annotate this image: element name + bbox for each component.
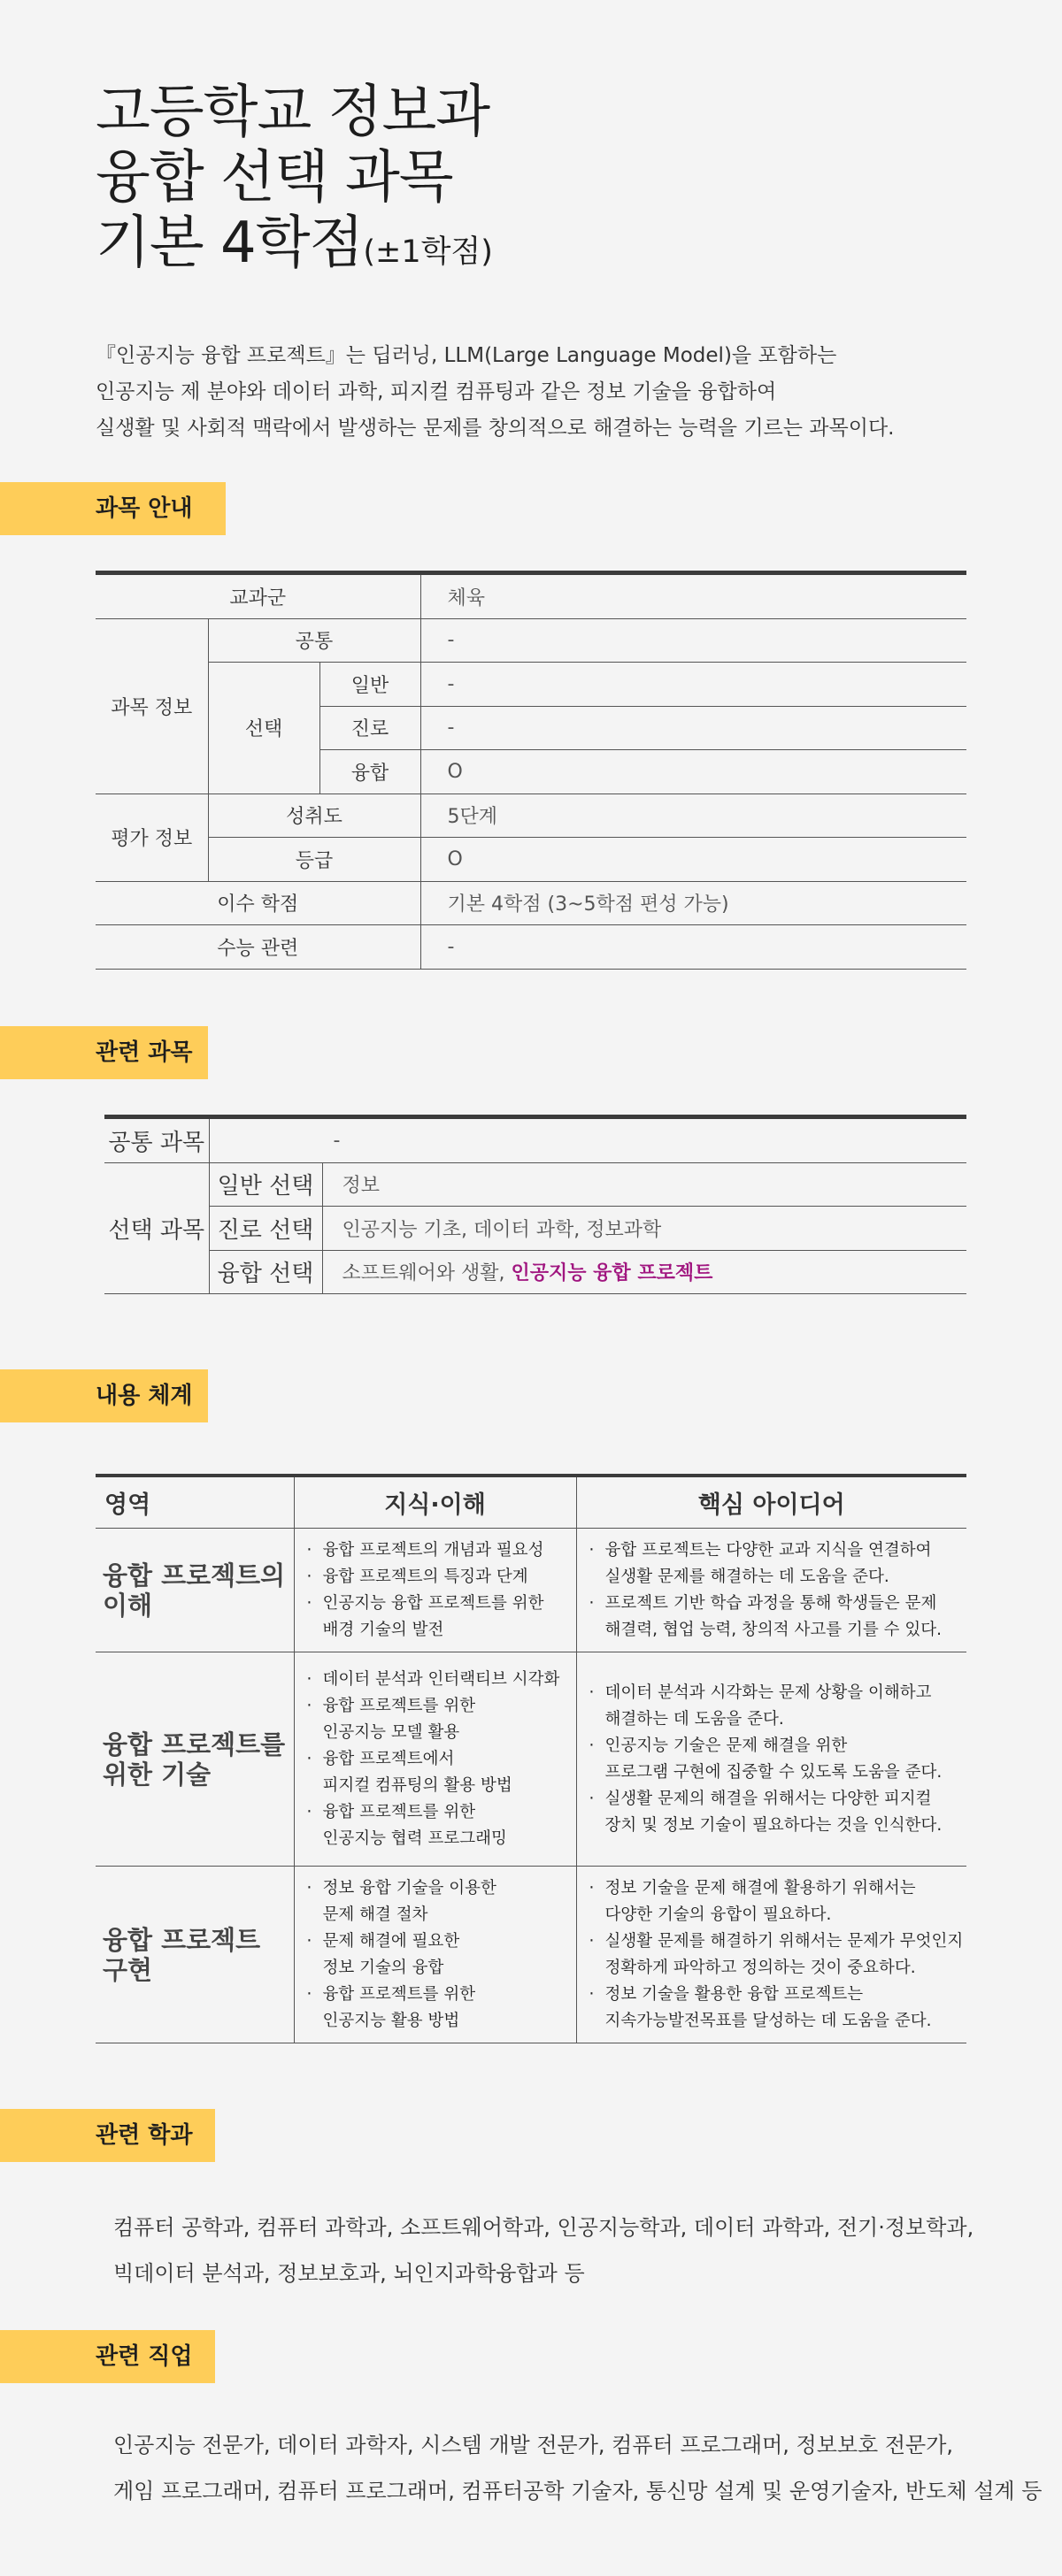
department-line: 컴퓨터 공학과, 컴퓨터 과학과, 소프트웨어학과, 인공지능학과, 데이터 과학과, 전기·정보학과, [113,2215,974,2240]
table-row [96,618,966,663]
table-header-cell: 진로 선택 [209,1207,322,1251]
table-cell: - [420,618,966,663]
list-item: · 융합 프로젝트의 특징과 단계 [307,1564,576,1591]
table-row [96,794,966,838]
ideas-list [577,1875,967,2035]
section-heading-related-jobs: 관련 직업 [0,2330,215,2383]
table-cell [322,1250,966,1294]
job-line: 인공지능 전문가, 데이터 과학자, 시스템 개발 전문가, 컴퓨터 프로그래머, 정보보호 전문가, [113,2433,954,2457]
list-item: · 융합 프로젝트는 다양한 교과 지식을 연결하여 실생활 문제를 해결하는 데 도움을 준다. [589,1537,967,1591]
title-line-3 [96,211,493,285]
table-header-cell: 수능 관련 [96,925,420,970]
knowledge-cell [294,1867,576,2043]
intro-line: 실생활 및 사회적 맥락에서 발생하는 문제를 창의적으로 해결하는 능력을 기르는 과목이다. [96,417,895,440]
area-cell [96,1867,294,2043]
knowledge-list [295,1875,576,2035]
list-item: · 문제 해결에 필요한 정보 기술의 융합 [307,1928,576,1982]
table-header-cell: 이수 학점 [96,881,420,925]
area-cell [96,1652,294,1867]
related-subjects-table [104,1115,966,1294]
title-line-2: 융합 선택 과목 [96,145,453,211]
table-row [104,1162,966,1207]
table-header-row [96,1476,966,1529]
table-header-cell: 공통 [208,618,420,663]
knowledge-cell [294,1652,576,1867]
section-heading-content-system: 내용 체계 [0,1369,208,1422]
list-item: · 융합 프로젝트에서 피지컬 컴퓨팅의 활용 방법 [307,1746,576,1799]
table-header-cell: 융합 [319,750,420,794]
list-item: · 인공지능 융합 프로젝트를 위한 배경 기술의 발전 [307,1591,576,1644]
table-header-cell: 융합 선택 [209,1250,322,1294]
list-item: · 실생활 문제를 해결하기 위해서는 문제가 무엇인지 정확하게 파악하고 정의하는 것이 중요하다. [589,1928,967,1982]
table-row [96,925,966,970]
table-row [96,838,966,882]
related-jobs-text [113,2422,1042,2514]
section-heading-related-subjects: 관련 과목 [0,1026,208,1079]
current-subject-highlight: 인공지능 융합 프로젝트 [511,1262,713,1285]
fusion-subjects-text: 소프트웨어와 생활, [342,1262,512,1285]
table-row [104,1250,966,1294]
list-item: · 정보 융합 기술을 이용한 문제 해결 절차 [307,1875,576,1928]
page-title [96,80,493,285]
table-cell: 정보 [322,1162,966,1207]
related-departments-text [113,2204,974,2296]
list-item: · 융합 프로젝트의 개념과 필요성 [307,1537,576,1564]
ideas-list [577,1680,967,1839]
table-header-cell: 공통 과목 [104,1117,209,1163]
table-cell: 인공지능 기초, 데이터 과학, 정보과학 [322,1207,966,1251]
table-cell: O [420,750,966,794]
ideas-cell [576,1529,966,1652]
ideas-cell [576,1867,966,2043]
table-row [96,573,966,619]
table-row [96,1529,966,1652]
table-cell: 체육 [420,573,966,619]
table-cell: - [420,925,966,970]
title-credits: 기본 4학점 [96,211,364,276]
section-heading-related-departments: 관련 학과 [0,2109,215,2162]
table-cell: 5단계 [420,794,966,838]
table-row [104,1207,966,1251]
knowledge-list [295,1537,576,1644]
title-credit-range: (±1학점) [363,234,493,270]
table-header-cell: 등급 [208,838,420,882]
table-cell: O [420,838,966,882]
table-cell: 기본 4학점 (3~5학점 편성 가능) [420,881,966,925]
table-row [96,1867,966,2043]
table-cell: - [209,1117,966,1163]
list-item: · 인공지능 기술은 문제 해결을 위한 프로그램 구현에 집중할 수 있도록 도움을 준다. [589,1733,967,1786]
table-header-cell: 일반 [319,663,420,707]
table-header-cell: 선택 [208,663,319,794]
intro-line: 『인공지능 융합 프로젝트』는 딥러닝, LLM(Large Language Model)을 포함하는 [96,344,837,367]
table-header-cell: 교과군 [96,573,420,619]
list-item: · 데이터 분석과 시각화는 문제 상황을 이해하고 해결하는 데 도움을 준다. [589,1680,967,1733]
table-row [96,663,966,707]
table-header-cell: 영역 [96,1476,294,1529]
table-header-cell: 성취도 [208,794,420,838]
content-system-table [96,1474,966,2043]
knowledge-cell [294,1529,576,1652]
table-header-cell: 지식·이해 [294,1476,576,1529]
intro-line: 인공지능 제 분야와 데이터 과학, 피지컬 컴퓨팅과 같은 정보 기술을 융합하여 [96,380,777,403]
table-row [96,881,966,925]
table-header-cell: 선택 과목 [104,1162,209,1294]
list-item: · 정보 기술을 문제 해결에 활용하기 위해서는 다양한 기술의 융합이 필요하다. [589,1875,967,1928]
table-header-cell: 일반 선택 [209,1162,322,1207]
table-row [96,1652,966,1867]
table-cell: - [420,663,966,707]
table-cell: - [420,706,966,750]
list-item: · 프로젝트 기반 학습 과정을 통해 학생들은 문제 해결력, 협업 능력, 창의적 사고를 기를 수 있다. [589,1591,967,1644]
list-item: · 융합 프로젝트를 위한 인공지능 활용 방법 [307,1982,576,2035]
list-item: · 실생활 문제의 해결을 위해서는 다양한 피지컬 장치 및 정보 기술이 필요하다는 것을 인식한다. [589,1786,967,1839]
section-heading-course-info: 과목 안내 [0,482,226,535]
list-item: · 융합 프로젝트를 위한 인공지능 모델 활용 [307,1693,576,1746]
list-item: · 융합 프로젝트를 위한 인공지능 협력 프로그래밍 [307,1799,576,1852]
job-line: 게임 프로그래머, 컴퓨터 프로그래머, 컴퓨터공학 기술자, 통신망 설계 및 운영기술자, 반도체 설계 등 [113,2479,1043,2503]
title-line-1: 고등학교 정보과 [96,80,490,145]
table-header-cell: 평가 정보 [96,794,208,881]
table-header-cell: 과목 정보 [96,618,208,794]
table-row [104,1117,966,1163]
intro-paragraph [96,338,895,447]
department-line: 빅데이터 분석과, 정보보호과, 뇌인지과학융합과 등 [113,2261,585,2286]
area-name: 융합 프로젝트의 이해 [103,1560,286,1621]
list-item: · 데이터 분석과 인터랙티브 시각화 [307,1667,576,1693]
ideas-list [577,1537,967,1644]
course-info-table [96,571,966,970]
table-header-cell: 핵심 아이디어 [576,1476,966,1529]
area-cell [96,1529,294,1652]
table-header-cell: 진로 [319,706,420,750]
area-name: 융합 프로젝트 구현 [103,1924,261,1985]
knowledge-list [295,1667,576,1852]
list-item: · 정보 기술을 활용한 융합 프로젝트는 지속가능발전목표를 달성하는 데 도움을 준다. [589,1982,967,2035]
ideas-cell [576,1652,966,1867]
area-name: 융합 프로젝트를 위한 기술 [103,1729,286,1790]
